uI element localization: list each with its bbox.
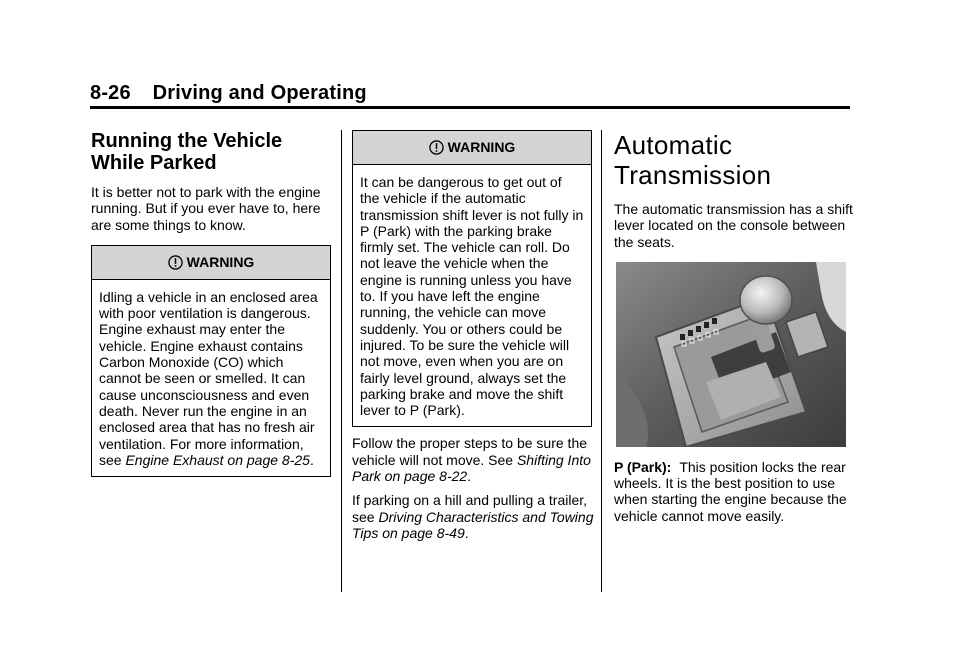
warning-body: It can be dangerous to get out of the vehicle if the automatic transmission shift lever is not fully in P (Park) with the parking brake firmly set. The vehicle can roll. Do not leave the vehicle when the engine is running unless you have to. If you have left the engine running, the vehicle can move suddenly. You or others could be injured. To be sure the vehicle will not move, even when you are on fairly level ground, always set the parking brake and move the shift lever to P (Park). — [360, 174, 584, 419]
xref-engine-exhaust[interactable]: Engine Exhaust on page 8-25 — [125, 451, 310, 468]
column-divider-2 — [601, 130, 602, 592]
paragraph-follow-steps — [352, 435, 594, 484]
warning-box-exhaust — [91, 245, 331, 477]
page-number: 8-26 — [90, 82, 131, 104]
column-1 — [91, 130, 333, 485]
column-divider-1 — [341, 130, 342, 592]
warning-header — [92, 246, 330, 280]
warning-icon — [429, 140, 444, 155]
paragraph-trailer — [352, 492, 594, 541]
paragraph-end: . — [464, 524, 469, 541]
column-3 — [614, 130, 854, 532]
header-rule — [90, 106, 850, 109]
intro-paragraph: The automatic transmission has a shift lever located on the console between the seats. — [614, 201, 853, 250]
park-text: This position locks the rear wheels. It is the best position to use when starting the engine because the vehicle cannot move easily. — [614, 458, 847, 524]
warning-end: . — [309, 451, 314, 468]
xref-towing-tips[interactable]: Driving Characteristics and Towing Tips on page 8-49 — [352, 508, 594, 541]
warning-title: WARNING — [447, 139, 516, 155]
xref-shifting-into-park[interactable]: Shifting Into Park on page 8-22 — [352, 451, 591, 485]
shift-lever-photo — [616, 262, 846, 447]
warning-title: WARNING — [186, 253, 255, 270]
column-2 — [352, 130, 594, 549]
park-label: P (Park): — [614, 458, 672, 475]
paragraph-text: If parking on a hill and pulling a trailer, see — [352, 492, 588, 525]
intro-paragraph: It is better not to park with the engine running. But if you ever have to, here are some things to know. — [91, 184, 321, 233]
section-title: Driving and Operating — [152, 82, 367, 104]
warning-body — [92, 280, 330, 476]
warning-box-park — [352, 130, 592, 427]
warning-icon — [168, 255, 183, 270]
page-header — [90, 82, 367, 105]
paragraph-end: . — [467, 468, 472, 485]
warning-header — [353, 131, 591, 165]
paragraph-text: Follow the proper steps to be sure the vehicle will not move. See — [352, 435, 588, 468]
warning-text: Idling a vehicle in an enclosed area with poor ventilation is dangerous. Engine exhaust may enter the vehicle. Engine exhaust contains Carbon Monoxide (CO) which cannot be seen or smelled. It can cause unconsciousness and even death. Never run the engine in an enclosed area that has no fresh air ventilation. For more information, see — [99, 288, 318, 468]
heading-automatic-transmission: Automatic Transmission — [614, 130, 772, 190]
park-description — [614, 459, 854, 524]
heading-running-vehicle: Running the Vehicle While Parked — [91, 130, 283, 174]
